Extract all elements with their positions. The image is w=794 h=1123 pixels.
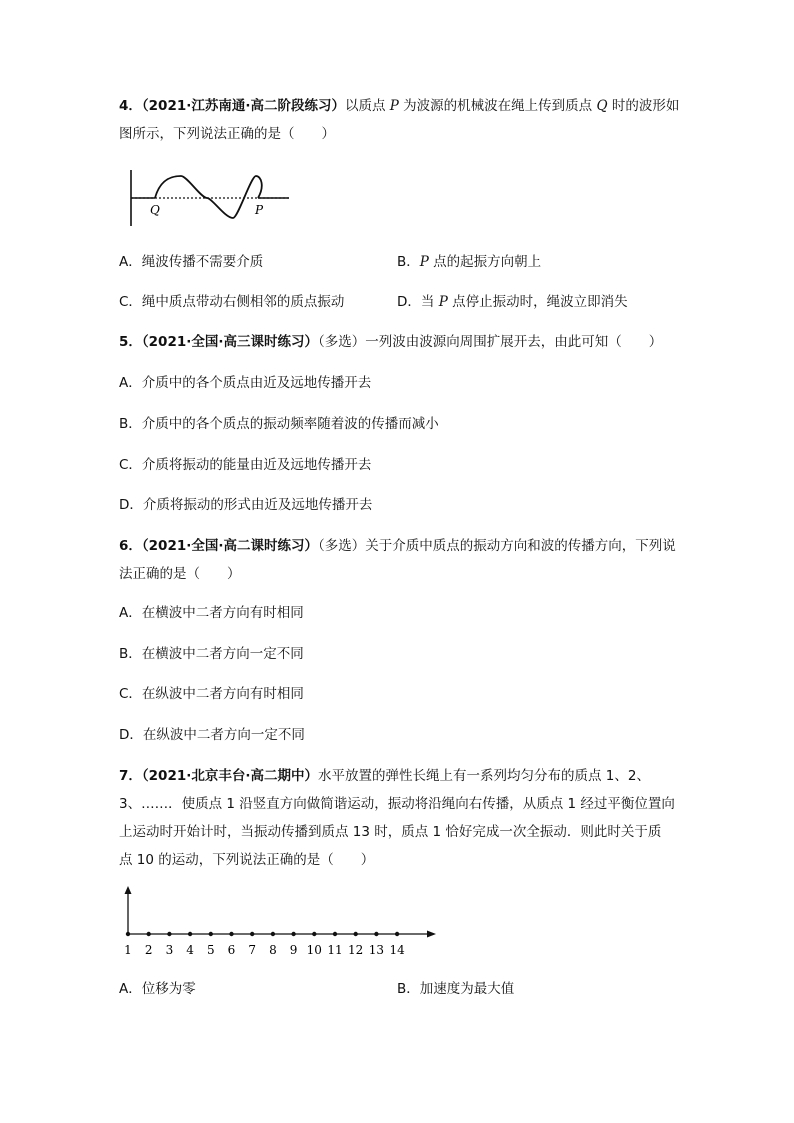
label-q: Q [150, 203, 160, 217]
q6-option-d: D．在纵波中二者方向一定不同 [119, 727, 305, 743]
particle-label-7: 7 [248, 943, 257, 957]
particle-point-1 [126, 932, 130, 936]
particle-point-11 [333, 932, 337, 936]
particle-point-13 [374, 932, 378, 936]
q7-stem-line2: 3、……．使质点 1 沿竖直方向做简谐运动，振动将沿绳向右传播，从质点 1 经过平衡位置向 [119, 796, 675, 812]
particle-point-3 [167, 932, 171, 936]
q4-text: 时的波形如 [607, 98, 680, 114]
vertical-arrow-icon [125, 886, 132, 894]
particle-label-4: 4 [186, 943, 194, 957]
particle-point-14 [395, 932, 399, 936]
q7-text: 水平放置的弹性长绳上有一系列均匀分布的质点 1、2、 [318, 768, 650, 784]
q6-stem-line2: 法正确的是（ ） [119, 566, 241, 582]
particle-label-1: 1 [124, 943, 132, 957]
q5-text: （多选）一列波由波源向周围扩展开去，由此可知（ ） [318, 334, 663, 350]
particle-point-2 [147, 932, 151, 936]
q5-option-c: C．介质将振动的能量由近及远地传播开去 [119, 457, 372, 473]
q5-option-b: B．介质中的各个质点的振动频率随着波的传播而减小 [119, 416, 439, 432]
particle-point-6 [229, 932, 233, 936]
q5-number: 5． [119, 334, 142, 350]
particle-label-2: 2 [144, 943, 153, 957]
particle-point-7 [250, 932, 254, 936]
particle-point-12 [354, 932, 358, 936]
q7-number: 7． [119, 768, 142, 784]
particle-point-5 [209, 932, 213, 936]
q4-option-b-text: 点的起振方向朝上 [428, 254, 542, 270]
q7-axis-figure [115, 884, 445, 964]
label-p: P [255, 203, 264, 217]
particle-point-9 [291, 932, 295, 936]
q4-option-a: A．绳波传播不需要介质 [119, 254, 264, 270]
particle-label-12: 12 [348, 943, 364, 957]
q4-var-p: P [438, 294, 448, 310]
q6-source: （2021·全国·高二课时练习） [141, 538, 318, 554]
q4-text: 以质点 [345, 98, 390, 114]
particle-point-4 [188, 932, 192, 936]
q5-source: （2021·全国·高三课时练习） [141, 334, 318, 350]
particle-label-13: 13 [368, 943, 385, 957]
particle-label-9: 9 [289, 943, 298, 957]
q6-option-a: A．在横波中二者方向有时相同 [119, 605, 304, 621]
particle-point-10 [312, 932, 316, 936]
particle-label-3: 3 [165, 943, 174, 957]
particle-label-6: 6 [227, 943, 236, 957]
q5-option-a: A．介质中的各个质点由近及远地传播开去 [119, 375, 372, 391]
q7-stem-line4: 点 10 的运动，下列说法正确的是（ ） [119, 852, 375, 868]
particle-point-8 [271, 932, 275, 936]
q6-number: 6． [119, 538, 142, 554]
q6-option-b: B．在横波中二者方向一定不同 [119, 646, 304, 662]
q4-wave-figure [125, 166, 295, 230]
q4-option-b [397, 252, 541, 272]
particle-label-8: 8 [269, 943, 277, 957]
q7-stem-line1 [119, 766, 650, 786]
q4-stem-line1 [119, 96, 679, 116]
q4-option-c: C．绳中质点带动右侧相邻的质点振动 [119, 294, 345, 310]
particle-label-5: 5 [206, 943, 215, 957]
q7-option-a: A．位移为零 [119, 981, 196, 997]
particle-label-14: 14 [389, 943, 405, 957]
q5-option-d: D．介质将振动的形式由近及远地传播开去 [119, 497, 373, 513]
q4-var-p: P [419, 254, 429, 270]
q7-option-b: B．加速度为最大值 [397, 981, 515, 997]
q4-source: （2021·江苏南通·高二阶段练习） [141, 98, 345, 114]
particle-label-10: 10 [306, 943, 322, 957]
q4-option-d-letter: D．当 [397, 294, 439, 310]
q4-var-q: Q [596, 98, 608, 114]
q6-text: （多选）关于介质中质点的振动方向和波的传播方向，下列说 [318, 538, 676, 554]
q4-option-d [397, 292, 628, 312]
q6-stem-line1 [119, 536, 676, 556]
q4-option-b-letter: B． [397, 254, 420, 270]
q4-number: 4． [119, 98, 142, 114]
q4-text: 为波源的机械波在绳上传到质点 [398, 98, 597, 114]
q7-stem-line3: 上运动时开始计时，当振动传播到质点 13 时，质点 1 恰好完成一次全振动．则此时关于质 [119, 824, 662, 840]
wave-curve [155, 176, 262, 218]
q5-stem [119, 332, 662, 352]
q7-source: （2021·北京丰台·高二期中） [141, 768, 318, 784]
q6-option-c: C．在纵波中二者方向有时相同 [119, 686, 304, 702]
q4-stem-line2: 图所示，下列说法正确的是（ ） [119, 126, 335, 142]
horizontal-arrow-icon [427, 931, 436, 938]
q4-var-p: P [389, 98, 399, 114]
particle-label-11: 11 [327, 943, 343, 957]
q4-option-d-text: 点停止振动时，绳波立即消失 [447, 294, 628, 310]
